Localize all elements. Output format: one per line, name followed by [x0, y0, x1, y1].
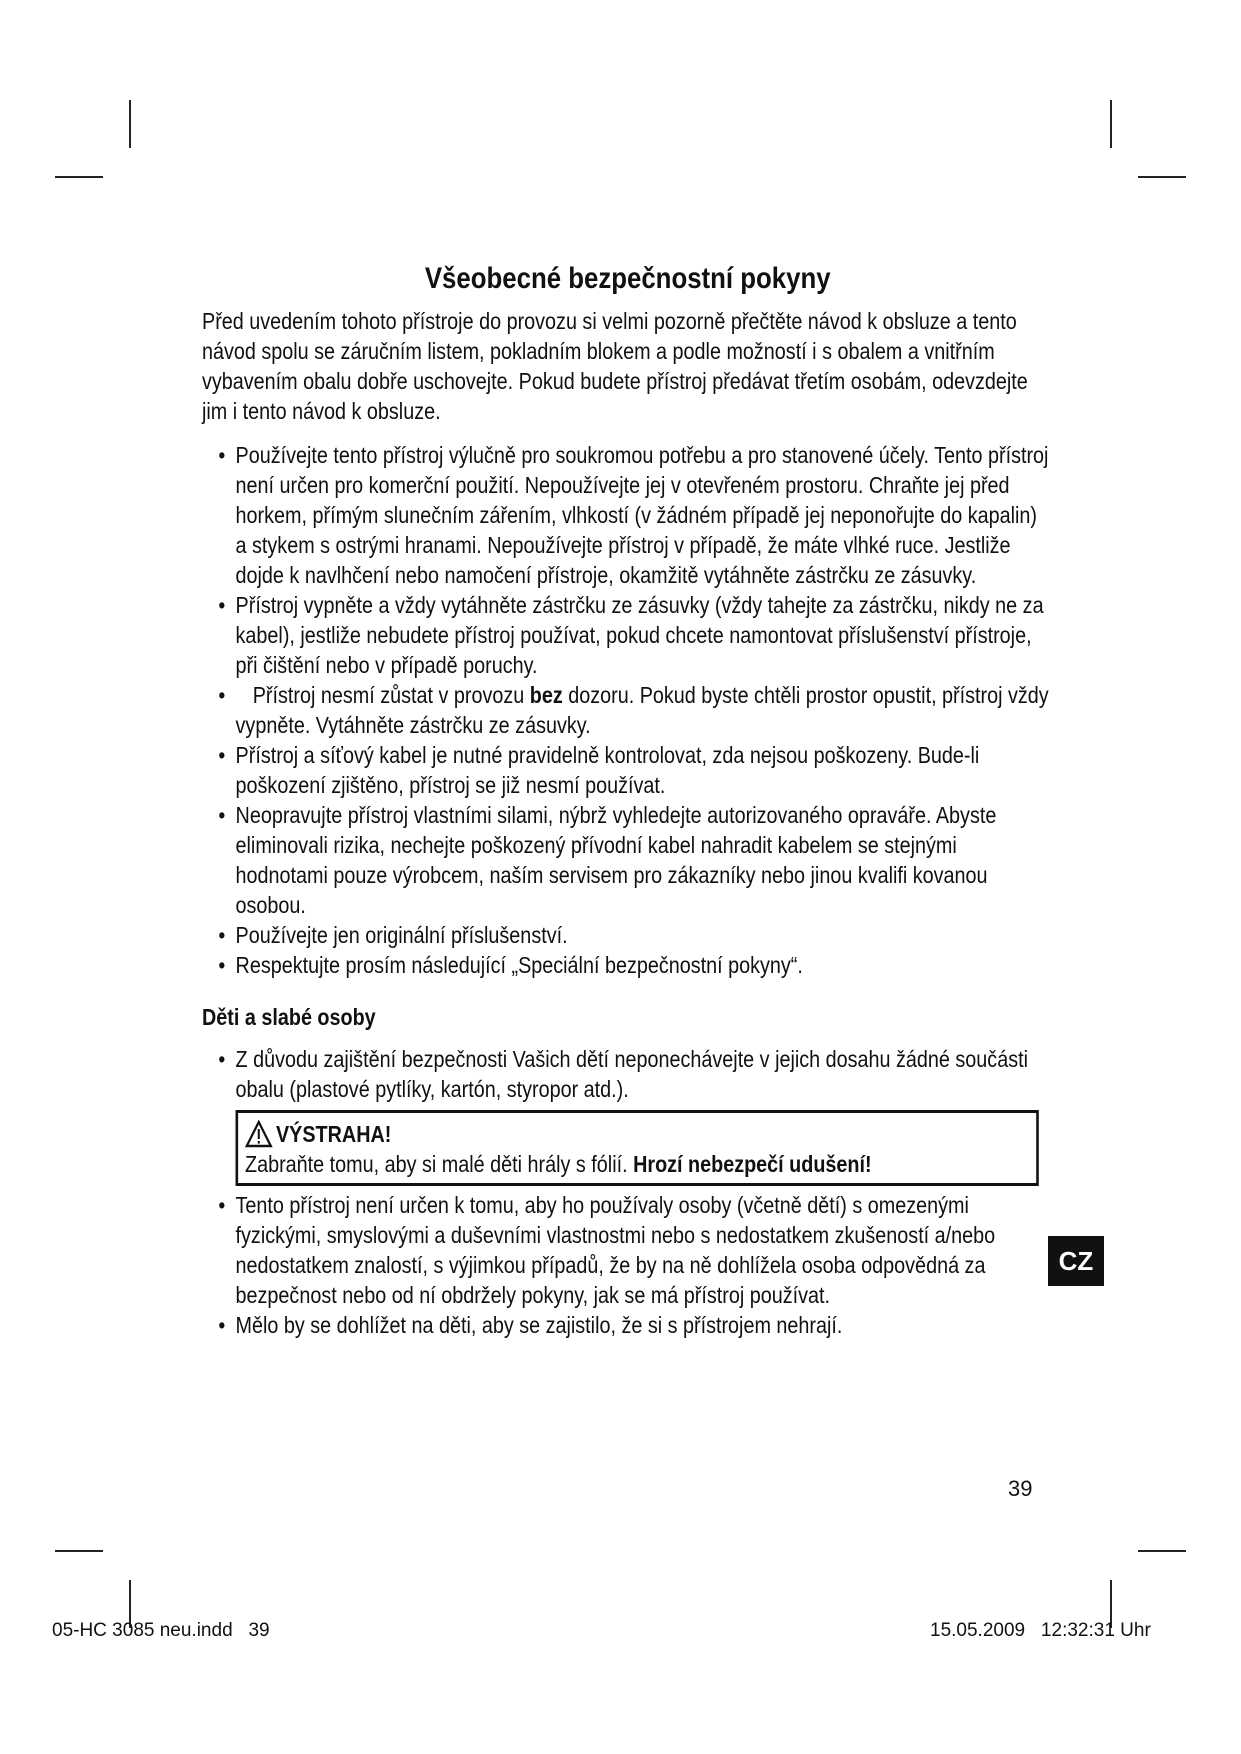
list-item: • Používejte tento přístroj výlučně pro soukromou potřebu a pro stanovené účely. Tento přístroj není určen pro komerční použití. Nepoužívejte jej v otevřeném prostoru. Chraňte jej před horkem, přímým slunečním zářením, vlhkostí (v žádném případě jej neponořujte do kapalin) a stykem s ostrými hranami. Nepoužívejte přístroj v případě, že máte vlhké ruce. Jestliže dojde k navlhčení nebo namočení přístroje, okamžitě vytáhněte zástrčku ze zásuvky.: [218, 442, 1049, 588]
warning-heading: [245, 1119, 1029, 1149]
list-item: • Tento přístroj není určen k tomu, aby ho používaly osoby (včetně dětí) s omezenými fyzickými, smyslovými a duševními vlastnostmi nebo s nedostatkem zkušeností a/nebo nedostatkem znalostí, s výjimkou případů, že by na ně dohlížela osoba odpovědná za bezpečnost nebo od ní obdržely pokyny, jak se má přístroj používat.: [218, 1192, 996, 1308]
safety-list: [202, 440, 1053, 980]
crop-mark: [55, 1550, 103, 1552]
list-item: • Přístroj nesmí zůstat v provozu bez dozoru. Pokud byste chtěli prostor opustit, přístroj vždy vypněte. Vytáhněte zástrčku ze zásuvky.: [218, 682, 1049, 738]
list-item: • Používejte jen originální příslušenství.: [218, 922, 568, 948]
list-item: • Respektujte prosím následující „Speciální bezpečnostní pokyny“.: [218, 952, 803, 978]
section-heading: Děti a slabé osoby: [202, 1004, 376, 1030]
list-item: • Mělo by se dohlížet na děti, aby se zajistilo, že si s přístrojem nehrají.: [218, 1312, 843, 1338]
language-tab: CZ: [1048, 1236, 1104, 1286]
page-number: 39: [1008, 1476, 1033, 1501]
crop-mark: [55, 176, 103, 178]
list-item: • Přístroj a síťový kabel je nutné pravidelně kontrolovat, zda nejsou poškozeny. Bude-li poškození zjištěno, přístroj se již nesmí používat.: [218, 742, 980, 798]
warning-box: [236, 1110, 1039, 1186]
crop-mark: [1138, 1550, 1186, 1552]
children-list: [202, 1044, 1053, 1104]
warning-triangle-icon: [245, 1120, 273, 1148]
list-item: • Přístroj vypněte a vždy vytáhněte zástrčku ze zásuvky (vždy tahejte za zástrčku, nikdy ne za kabel), jestliže nebudete přístroj používat, pokud chcete namontovat příslušenství přístroje, při čištění nebo v případě poruchy.: [218, 592, 1044, 678]
footer-file-info: 05-HC 3085 neu.indd 39: [52, 1620, 270, 1641]
children-list-2: [202, 1190, 1053, 1340]
list-item: • Neopravujte přístroj vlastními silami, nýbrž vyhledejte autorizovaného opraváře. Abyste eliminovali rizika, nechejte poškozený přívodní kabel nahradit kabelem se stejnými hodnotami pouze výrobcem, naším servisem pro zákazníky nebo jinou kvalifi kovanou osobou.: [218, 802, 997, 918]
warning-label: VÝSTRAHA!: [275, 1121, 392, 1147]
footer-timestamp: 15.05.2009 12:32:31 Uhr: [930, 1620, 1151, 1641]
crop-mark: [129, 100, 131, 148]
crop-mark: [1110, 100, 1112, 148]
list-item: • Z důvodu zajištění bezpečnosti Vašich dětí neponechávejte v jejich dosahu žádné součásti obalu (plastové pytlíky, kartón, styropor atd.).: [218, 1046, 1028, 1102]
warning-text: Zabraňte tomu, aby si malé děti hrály s fólií. Hrozí nebezpečí udušení!: [245, 1151, 872, 1177]
page-content: [202, 262, 1053, 1340]
intro-paragraph: Před uvedením tohoto přístroje do provozu si velmi pozorně přečtěte návod k obsluze a tento návod spolu se záručním listem, pokladním blokem a podle možností i s obalem a vnitřním vybavením obalu dobře uschovejte. Pokud budete přístroj předávat třetím osobám, odevzdejte jim i tento návod k obsluze.: [202, 308, 1028, 424]
crop-mark: [1138, 176, 1186, 178]
page-title: Všeobecné bezpečnostní pokyny: [424, 262, 831, 295]
